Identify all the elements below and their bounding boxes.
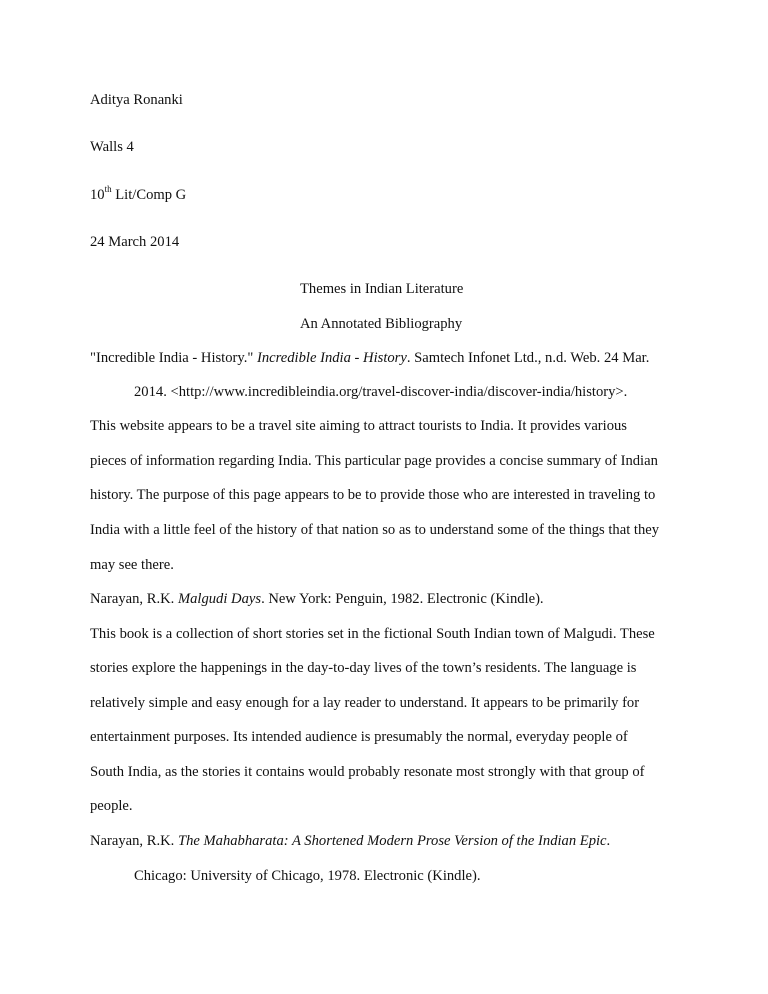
date: 24 March 2014 (90, 234, 180, 250)
annotation-2-line: entertainment purposes. Its intended audience is presumably the normal, everyday people of (90, 729, 628, 745)
citation-3-line-2: Chicago: University of Chicago, 1978. Electronic (Kindle). (134, 868, 481, 884)
citation-1-line-1: "Incredible India - History." Incredible India - History. Samtech Infonet Ltd., n.d. Web. 24 Mar. (90, 350, 650, 366)
annotation-1-line: history. The purpose of this page appears to be to provide those who are interested in traveling to (90, 487, 656, 503)
document-subtitle: An Annotated Bibliography (300, 316, 463, 332)
teacher-name: Walls 4 (90, 139, 134, 155)
annotation-2-line: This book is a collection of short stories set in the fictional South Indian town of Malgudi. These (90, 626, 655, 642)
annotation-2-line: South India, as the stories it contains would probably resonate most strongly with that group of (90, 764, 645, 780)
class-name: 10th Lit/Comp G (90, 184, 187, 203)
annotation-1-line: This website appears to be a travel site aiming to attract tourists to India. It provides various (90, 418, 627, 434)
citation-1-line-2: 2014. <http://www.incredibleindia.org/travel-discover-india/discover-india/history>. (134, 384, 628, 400)
annotation-1-line: may see there. (90, 557, 174, 573)
author-name: Aditya Ronanki (90, 92, 183, 108)
annotation-1-line: India with a little feel of the history of that nation so as to understand some of the things that they (90, 522, 660, 538)
annotation-2-line: people. (90, 798, 133, 814)
annotation-2-line: stories explore the happenings in the day-to-day lives of the town’s residents. The language is (90, 660, 637, 676)
document-title: Themes in Indian Literature (300, 281, 464, 297)
annotation-2-line: relatively simple and easy enough for a lay reader to understand. It appears to be primarily for (90, 695, 640, 711)
citation-2: Narayan, R.K. Malgudi Days. New York: Penguin, 1982. Electronic (Kindle). (90, 591, 544, 607)
citation-3-line-1: Narayan, R.K. The Mahabharata: A Shortened Modern Prose Version of the Indian Epic. (90, 833, 611, 849)
annotation-1-line: pieces of information regarding India. This particular page provides a concise summary of Indian (90, 453, 658, 469)
